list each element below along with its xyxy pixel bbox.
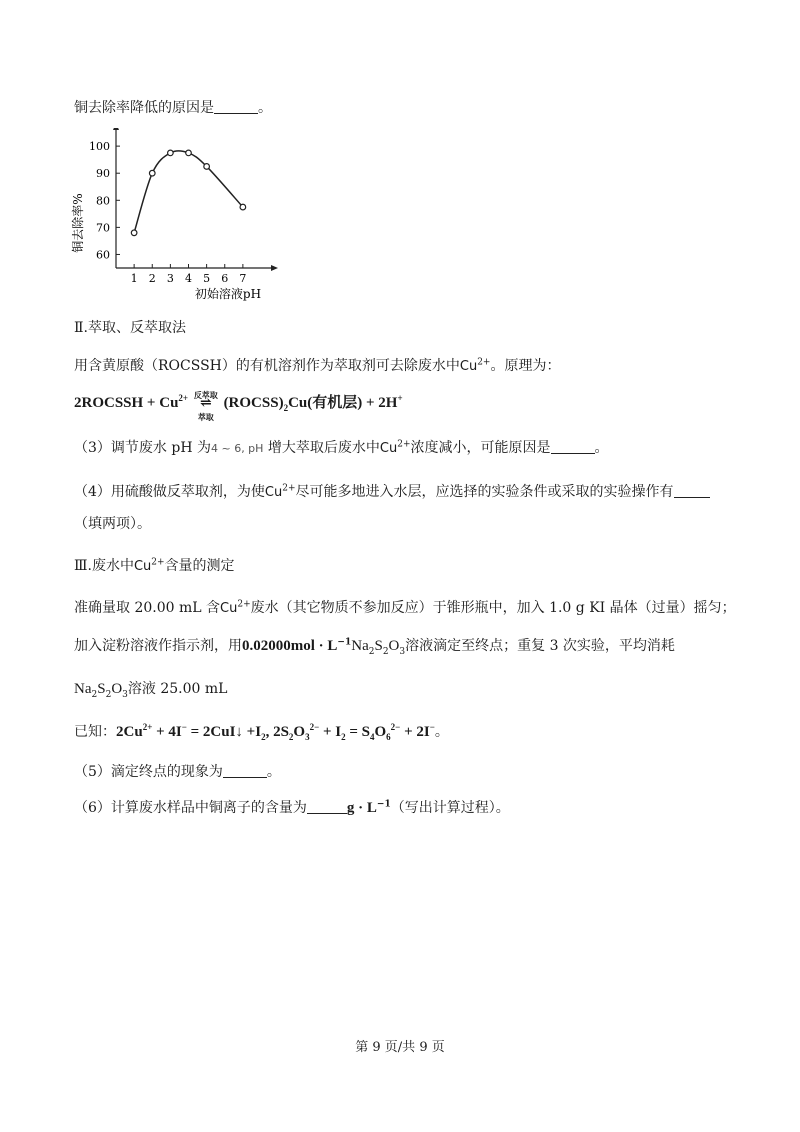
q3-answer-blank[interactable] [551,439,595,454]
cu-ion: Cu [459,359,478,374]
q3-cu: Cu [379,441,398,456]
p3-cu-charge: 2+ [237,599,251,610]
known-2i: + 2I [400,724,430,740]
p4-sup: −1 [337,637,352,648]
known-i-charge: − [181,722,187,732]
equilibrium-icon: ⇌ [199,395,212,411]
section3-text-a: Ⅲ.废水中 [74,558,134,574]
known-equals: = S [345,724,370,740]
p5-na: Na [74,681,92,697]
q4-text-b: 尽可能多地进入水层，应选择的实验条件或采取的实验操作有 [295,484,674,500]
section3-cu: Cu [133,559,152,574]
intro-end: 。 [258,100,272,116]
p5-sub2a: 2 [91,689,98,700]
p5-s: S [97,681,106,697]
known-o6-sub: 6 [386,732,391,742]
p4-o: O [388,638,400,654]
q4-answer-blank[interactable] [674,483,710,498]
q3-text-c: 浓度减小，可能原因是 [410,440,551,456]
known-4i: + 4I [152,724,182,740]
q3-ph-range: 4 ~ 6, pH [210,442,264,455]
equilibrium-arrow [192,390,220,422]
p4-sub2a: 2 [368,646,375,657]
q3-text-b: 增大萃取后废水中 [263,440,380,456]
p4-s: S [374,638,383,654]
p2-end: 。原理为： [490,358,561,374]
x-tick-label: 2 [148,272,156,285]
known-equation [74,722,449,742]
question-4 [74,482,710,503]
known-cu-charge: 2+ [142,722,153,732]
known-o: O [293,724,306,740]
known-plus-i2: + I [319,724,342,740]
q5-end: 。 [266,764,281,780]
q6-unit-sup: −1 [376,799,391,810]
eq1-right-a: (ROCSS) [223,395,284,411]
known-o6: O [374,724,387,740]
question-3 [74,438,609,459]
data-point [186,150,192,156]
section3-cu-charge: 2+ [151,557,165,568]
q5-answer-blank[interactable] [223,763,267,778]
q3-text-a: （3）调节废水 pH 为 [74,440,211,456]
y-axis-arrow-icon [113,128,119,130]
known-charge2: 2− [309,722,320,732]
known-s4-sub: 4 [370,732,375,742]
x-axis-arrow-icon [271,265,278,271]
p5-o: O [111,681,123,697]
known-comma: , 2S [265,724,289,740]
cu-charge: 2+ [477,357,491,368]
x-axis-label: 初始溶液pH [194,287,262,301]
answer-blank[interactable] [214,99,258,114]
y-tick-label: 70 [96,221,110,235]
p5-sub2b: 2 [105,689,112,700]
known-o3-sub: 3 [305,732,310,742]
p5-text: 溶液 25.00 mL [127,681,228,697]
known-arrow: = 2CuI↓ +I [186,724,262,740]
y-tick-label: 80 [96,194,110,208]
arrow-top-label: 反萃取 [193,390,218,400]
chart-series [131,150,245,235]
x-tick-label: 5 [203,272,211,285]
q6-unit: g · L [346,800,377,816]
eq1-right-b: Cu(有机层) + 2H [288,395,398,411]
p4-na: Na [351,638,369,654]
arrow-bottom-label: 萃取 [197,412,214,422]
known-end: 。 [434,724,449,740]
known-i2-sub: 2 [261,732,266,742]
q4-cu-charge: 2+ [282,483,296,494]
p5-sub3: 3 [122,689,128,700]
x-tick-label: 7 [239,272,247,285]
x-tick-label: 1 [130,272,138,285]
known-label: 已知： [74,724,116,740]
eq1-h-charge: + [397,393,403,403]
q4-cu: Cu [264,485,283,500]
section3-text-b: 含量的测定 [164,558,235,574]
known-charge2b: 2− [390,722,401,732]
y-tick-label: 60 [96,248,110,262]
paragraph-3 [74,598,736,619]
question-5 [74,762,281,782]
q3-cu-charge: 2+ [397,439,411,450]
known-i2b-sub: 2 [341,732,346,742]
known-eq-a: 2Cu [116,724,143,740]
data-point [131,230,137,236]
known-eq [116,724,435,740]
removal-rate-chart [66,128,286,308]
p3-cu: Cu [220,601,238,616]
data-point [149,170,155,176]
section-3-heading [74,556,235,577]
p4-concentration: 0.02000mol · L [242,638,338,654]
data-point [204,164,210,170]
data-point [168,150,174,156]
known-2i-charge: − [429,722,435,732]
p4-text-b: 溶液滴定至终点；重复 3 次实验，平均消耗 [405,638,675,654]
y-tick-label: 90 [96,167,110,181]
p3-text-a: 准确量取 20.00 mL 含 [74,600,221,616]
y-axis-label: 铜去除率% [71,193,85,253]
q6-text-a: （6）计算废水样品中铜离子的含量为 [74,800,307,816]
q3-end: 。 [594,440,609,456]
q4-text-a: （4）用硫酸做反萃取剂，为使 [74,484,265,500]
question-6 [74,798,510,818]
data-point [240,204,246,210]
section-2-heading: Ⅱ.萃取、反萃取法 [74,320,186,336]
p4-text-a: 加入淀粉溶液作指示剂，用 [74,638,242,654]
question-4-continued: （填两项）。 [74,516,151,532]
x-tick-label: 3 [166,272,174,285]
q5-text: （5）滴定终点的现象为 [74,764,223,780]
paragraph-4 [74,636,675,656]
p3-text-b: 废水（其它物质不参加反应）于锥形瓶中，加入 1.0 g KI 晶体（过量）摇匀； [250,600,736,616]
x-tick-label: 6 [221,272,229,285]
q6-answer-blank[interactable] [307,799,347,814]
eq1-left: 2ROCSSH + Cu [74,395,179,411]
equation-1 [74,390,403,422]
known-s2-sub: 2 [288,732,294,742]
intro-line [74,98,272,118]
x-tick-label: 4 [185,272,192,285]
paragraph-2 [74,356,560,377]
p4-sub3: 3 [399,646,406,657]
chart-ticks [89,140,246,285]
paragraph-5 [74,679,227,699]
eq1-cu-charge: 2+ [178,393,189,403]
intro-text: 铜去除率降低的原因是 [74,100,214,116]
y-tick-label: 100 [89,140,110,154]
page-footer: 第 9 页/共 9 页 [355,1040,445,1055]
q6-text-b: （写出计算过程）。 [390,800,510,816]
p2-text: 用含黄原酸（ROCSSH）的有机溶剂作为萃取剂可去除废水中 [74,358,460,374]
eq1-sub2: 2 [283,403,289,413]
chart-axes [113,128,278,271]
series-line [134,151,243,233]
p4-sub2b: 2 [382,646,389,657]
